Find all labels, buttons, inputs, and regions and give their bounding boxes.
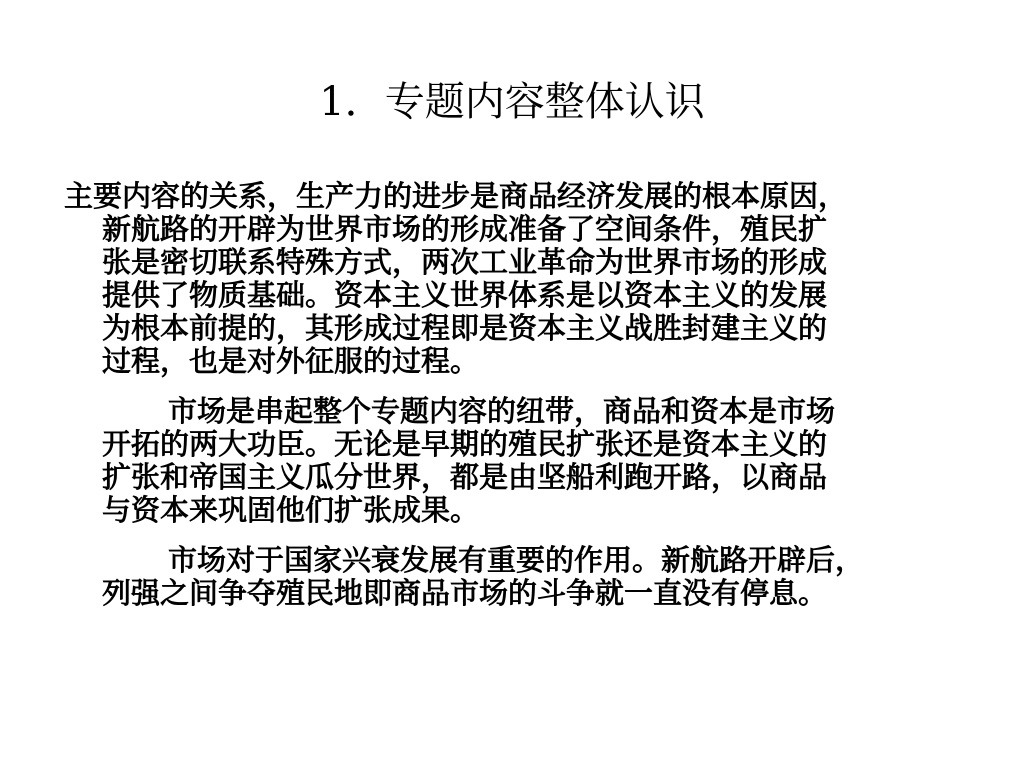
text-line: 提供了物质基础。资本主义世界体系是以资本主义的发展 (102, 278, 828, 312)
paragraph-main-content (64, 180, 964, 378)
text-line: 市场对于国家兴衰发展有重要的作用。新航路开辟后， (168, 543, 865, 577)
text-line: 开拓的两大功臣。无论是早期的殖民扩张还是资本主义的 (102, 427, 828, 461)
slide-body (64, 180, 964, 610)
text-line: 主要内容的关系，生产力的进步是商品经济发展的根本原因， (64, 179, 848, 213)
text-line: 扩张和帝国主义瓜分世界，都是由坚船利跑开路，以商品 (102, 460, 828, 494)
text-line: 新航路的开辟为世界市场的形成准备了空间条件，殖民扩 (102, 212, 828, 246)
paragraph-market-link (64, 395, 964, 527)
text-line: 市场是串起整个专题内容的纽带，商品和资本是市场 (168, 394, 836, 428)
text-line: 过程，也是对外征服的过程。 (102, 344, 480, 378)
text-line: 列强之间争夺殖民地即商品市场的斗争就一直没有停息。 (102, 576, 828, 610)
text-line: 为根本前提的，其形成过程即是资本主义战胜封建主义的 (102, 311, 828, 345)
text-line: 与资本来巩固他们扩张成果。 (102, 493, 480, 527)
paragraph-market-importance (64, 544, 964, 610)
text-line: 张是密切联系特殊方式，两次工业革命为世界市场的形成 (102, 245, 828, 279)
slide-title: 1．专题内容整体认识 (319, 79, 705, 125)
